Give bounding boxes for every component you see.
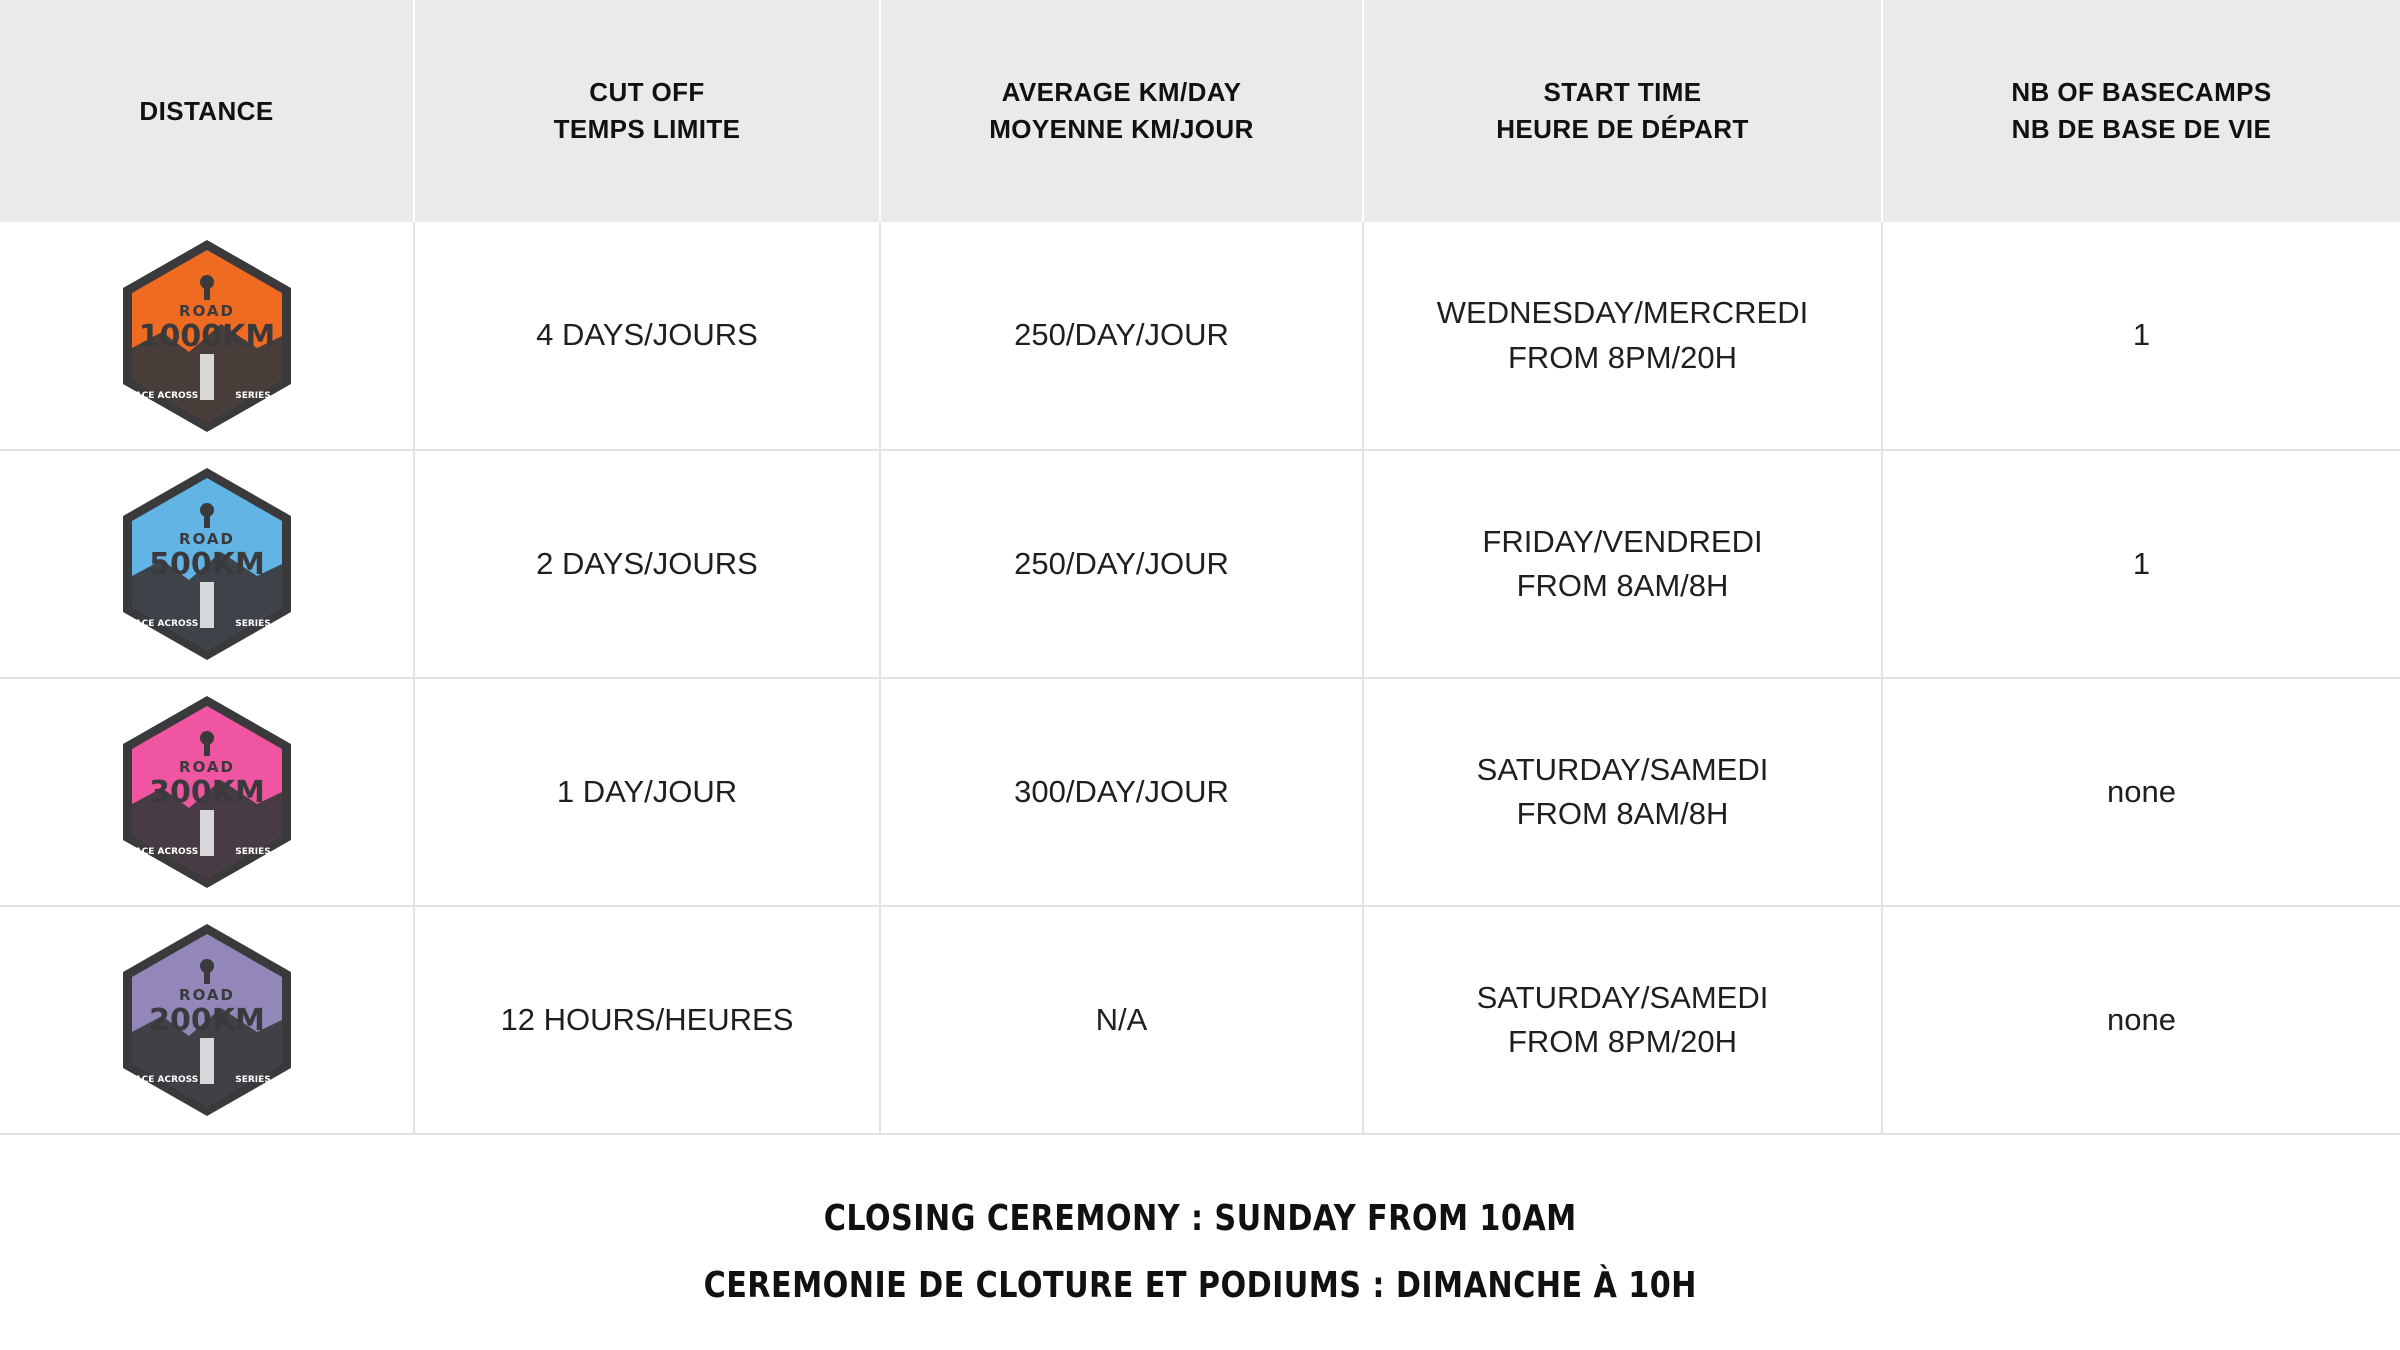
cut-off-value: 1 DAY/JOUR <box>414 678 880 906</box>
badge-right-tag: SERIES <box>234 847 271 857</box>
average-km-value: 250/DAY/JOUR <box>880 222 1363 450</box>
basecamps-value: 1 <box>1882 450 2400 678</box>
badge-distance: 200KM <box>148 1003 265 1038</box>
badge-top-label: ROAD <box>178 301 235 320</box>
table-row <box>0 450 2400 678</box>
table-row <box>0 906 2400 1134</box>
cut-off-value: 12 HOURS/HEURES <box>414 906 880 1134</box>
average-km-value: 250/DAY/JOUR <box>880 450 1363 678</box>
column-header-start-time <box>1363 0 1882 222</box>
column-header-cut-off <box>414 0 880 222</box>
column-header-basecamps-line1: NB OF BASECAMPS <box>2011 77 2272 108</box>
cut-off-value: 2 DAYS/JOURS <box>414 450 880 678</box>
badge-svg <box>117 920 297 1120</box>
distance-badge-cell <box>0 906 414 1134</box>
start-time-line2: FROM 8PM/20H <box>1507 1024 1738 1059</box>
distance-badge-cell <box>0 678 414 906</box>
badge-svg <box>117 236 297 436</box>
start-time-line2: FROM 8AM/8H <box>1516 796 1729 831</box>
column-header-average-km-line2: MOYENNE KM/JOUR <box>989 114 1254 144</box>
table-header-row <box>0 0 2400 222</box>
start-time-line1: SATURDAY/SAMEDI <box>1476 979 1769 1015</box>
badge-top-label: ROAD <box>178 986 235 1004</box>
closing-ceremony-en: CLOSING CEREMONY : SUNDAY FROM 10AM <box>823 1197 1577 1239</box>
start-time-value <box>1363 222 1882 450</box>
start-time-line1: FRIDAY/VENDREDI <box>1482 523 1763 559</box>
column-header-basecamps <box>1882 0 2400 222</box>
badge-distance: 1000KM <box>138 318 275 354</box>
average-km-value: 300/DAY/JOUR <box>880 678 1363 906</box>
badge-distance: 500KM <box>148 547 265 582</box>
table-row <box>0 222 2400 450</box>
badge-left-tag: RACE ACROSS <box>127 619 198 629</box>
column-header-cut-off-line2: TEMPS LIMITE <box>553 114 741 144</box>
start-time-line1: SATURDAY/SAMEDI <box>1476 751 1769 787</box>
average-km-value: N/A <box>880 906 1363 1134</box>
column-header-basecamps-line2: NB DE BASE DE VIE <box>2011 114 2272 144</box>
start-time-value <box>1363 906 1882 1134</box>
hexagon-badge-icon <box>0 464 413 664</box>
closing-ceremony-fr: CEREMONIE DE CLOTURE ET PODIUMS : DIMANCHE À 10H <box>703 1264 1697 1306</box>
cut-off-value: 4 DAYS/JOURS <box>414 222 880 450</box>
column-header-start-time-line1: START TIME <box>1543 77 1702 108</box>
basecamps-value: none <box>1882 678 2400 906</box>
distance-badge-cell <box>0 450 414 678</box>
hexagon-badge-icon <box>0 692 413 892</box>
column-header-average-km <box>880 0 1363 222</box>
basecamps-value: 1 <box>1882 222 2400 450</box>
badge-right-tag: SERIES <box>234 1075 271 1085</box>
column-header-start-time-line2: HEURE DE DÉPART <box>1496 114 1749 144</box>
start-time-line2: FROM 8PM/20H <box>1507 339 1738 375</box>
column-header-distance <box>0 0 414 222</box>
badge-svg <box>117 692 297 892</box>
table-header <box>0 0 2400 222</box>
start-time-line2: FROM 8AM/8H <box>1516 568 1729 603</box>
distance-badge-cell <box>0 222 414 450</box>
badge-svg <box>117 464 297 664</box>
closing-ceremony-footer <box>0 1135 2400 1350</box>
start-time-value <box>1363 450 1882 678</box>
badge-right-tag: SERIES <box>234 390 271 401</box>
start-time-value <box>1363 678 1882 906</box>
badge-left-tag: RACE ACROSS <box>127 390 198 401</box>
badge-distance: 300KM <box>148 775 265 810</box>
badge-top-label: ROAD <box>178 530 235 548</box>
badge-right-tag: SERIES <box>234 619 271 629</box>
hexagon-badge-icon <box>0 920 413 1120</box>
start-time-line1: WEDNESDAY/MERCREDI <box>1436 295 1809 331</box>
column-header-distance-line1: DISTANCE <box>139 95 274 126</box>
badge-left-tag: RACE ACROSS <box>127 1075 198 1085</box>
table-body <box>0 222 2400 1134</box>
basecamps-value: none <box>1882 906 2400 1134</box>
badge-top-label: ROAD <box>178 758 235 776</box>
column-header-cut-off-line1: CUT OFF <box>589 77 705 108</box>
table-row <box>0 678 2400 906</box>
hexagon-badge-icon <box>0 236 413 436</box>
column-header-average-km-line1: AVERAGE KM/DAY <box>1001 77 1242 108</box>
badge-left-tag: RACE ACROSS <box>127 847 198 857</box>
